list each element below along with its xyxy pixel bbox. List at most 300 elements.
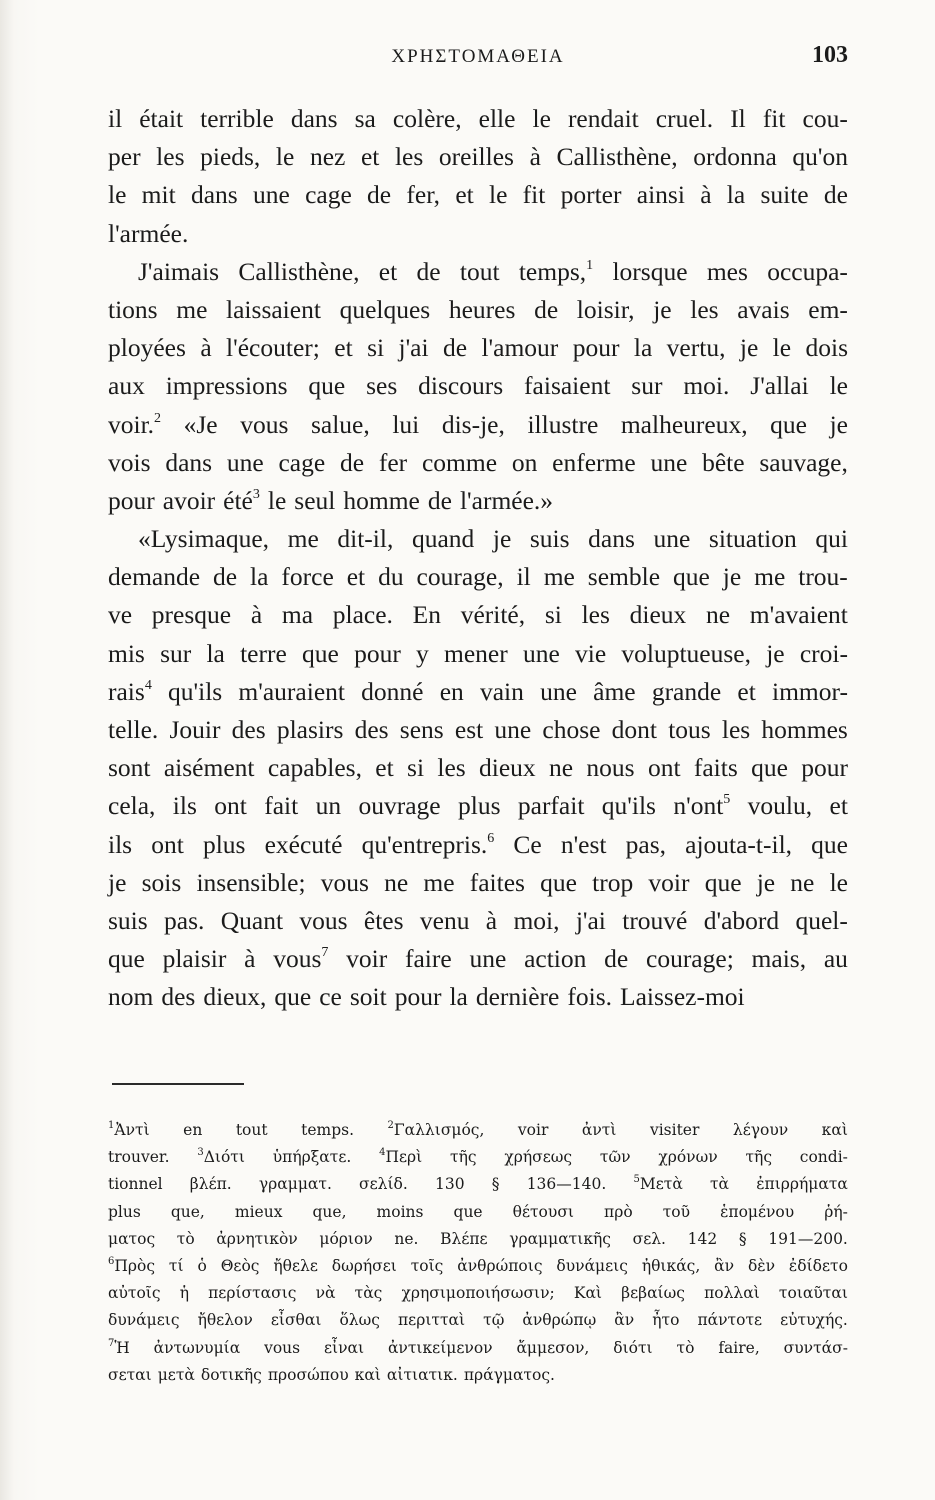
word: hommes (761, 715, 848, 744)
word: pour (354, 638, 401, 668)
text-line (108, 978, 848, 1016)
word: fait (264, 791, 299, 821)
text-line (108, 635, 848, 673)
word: je (653, 294, 672, 324)
word: l'amour (481, 333, 559, 363)
text-line (108, 367, 848, 405)
word: de (534, 294, 559, 324)
word: les (690, 294, 719, 324)
word: ajouta-t-il, (685, 829, 793, 859)
text-line (108, 215, 848, 253)
word: ὑπήρξατε. (272, 1148, 352, 1167)
word: vous$^7$ (273, 944, 329, 974)
word: fit (762, 104, 786, 133)
word: avoir (162, 485, 216, 515)
note-marker: 7 (321, 945, 329, 961)
word: des (161, 982, 196, 1012)
word: cage (278, 447, 326, 477)
footnotes (108, 1117, 848, 1389)
word: ματος (108, 1229, 156, 1248)
word: il (516, 562, 531, 592)
word: il (108, 104, 123, 133)
word: nez (309, 142, 346, 172)
footnote-line (108, 1280, 848, 1307)
word: ἦτο (652, 1311, 680, 1330)
word: cou- (802, 104, 848, 133)
word: au (823, 944, 848, 974)
word: tout (235, 1121, 268, 1139)
word: âme (593, 676, 636, 706)
word: le (275, 142, 295, 172)
word: vie (574, 638, 607, 668)
word: et (829, 791, 848, 821)
word: et (346, 562, 366, 592)
word: l'écouter; (226, 333, 320, 363)
word: dans (190, 180, 238, 210)
word: et (334, 333, 353, 363)
word: En (412, 600, 441, 630)
word: oreilles (438, 142, 514, 172)
word: fer (378, 447, 408, 477)
word: occupa- (767, 256, 848, 286)
word: § (738, 1229, 747, 1248)
word: χρησιμοποιήσωσιν; (401, 1284, 555, 1303)
word: place. (332, 600, 393, 630)
word: l'armée. (108, 218, 189, 248)
word: «Je (183, 409, 218, 439)
word: διότι (613, 1338, 653, 1357)
word: sont (108, 753, 151, 783)
word: vous (299, 905, 348, 935)
word: ἑπομένου (720, 1202, 795, 1221)
word: βεβαίως (621, 1284, 685, 1303)
word: illustre (527, 409, 599, 439)
word: que (811, 829, 848, 859)
word: que, (170, 1202, 205, 1221)
word: § (491, 1175, 500, 1194)
note-marker: 6 (487, 830, 495, 846)
text-line (108, 749, 848, 787)
text-line (108, 940, 848, 978)
word: voulu, (747, 791, 813, 821)
word: mener (444, 638, 508, 668)
word: fit (522, 180, 546, 210)
text-line (108, 864, 848, 902)
word: laissaient (226, 294, 321, 324)
word: $^2$Γαλλισμός, (387, 1120, 485, 1139)
word: demande (108, 562, 201, 592)
word: J'aimais (138, 256, 220, 286)
word: qu'on (792, 142, 848, 172)
word: vain (479, 676, 524, 706)
word: tous (668, 715, 711, 744)
word: à (700, 180, 712, 210)
text-line (108, 482, 848, 520)
word: en (183, 1121, 203, 1139)
word: βλέπ. (189, 1175, 232, 1194)
footnote-line (108, 1117, 848, 1144)
word: que (770, 409, 807, 439)
word: de (367, 180, 392, 210)
word: sur (160, 638, 192, 668)
word: la (633, 333, 653, 363)
word: un (315, 791, 342, 821)
word: m'avaient (749, 600, 848, 630)
word: que (308, 371, 346, 401)
note-marker: 6 (108, 1255, 115, 1267)
word: été$^3$ (223, 485, 260, 515)
word: parfait (517, 791, 585, 821)
word: τῷ (483, 1311, 505, 1330)
word: avais (737, 294, 790, 324)
word: εὐτυχής. (780, 1311, 848, 1330)
word: m'auraient (238, 676, 345, 706)
word: plus (202, 829, 246, 859)
word: semble (587, 562, 661, 592)
text-line (108, 444, 848, 482)
word: tout (459, 256, 500, 286)
word: Callisthène, (238, 256, 360, 286)
word: ne (790, 867, 815, 897)
word: tions (108, 294, 158, 324)
word: ἡ (179, 1284, 189, 1303)
word: voluptueuse, (621, 638, 751, 668)
word: qu'entrepris.$^6$ (361, 829, 495, 859)
note-marker: 7 (108, 1337, 115, 1349)
word: πάντοτε (697, 1311, 763, 1330)
word: ce (319, 982, 342, 1012)
word: grande (651, 676, 722, 706)
word: telle. (108, 715, 159, 744)
word: dieux (479, 753, 536, 783)
word: συντάσ- (783, 1338, 848, 1357)
word: suis (108, 905, 148, 935)
footnote-line (108, 1171, 848, 1198)
page-header (108, 42, 848, 78)
word: suis (529, 524, 570, 554)
text-line (108, 711, 848, 749)
word: plus (108, 1202, 141, 1221)
word: à (250, 600, 263, 630)
word: ἤθελον (197, 1311, 253, 1330)
word: ainsi (636, 180, 685, 210)
word: et (378, 256, 398, 286)
word: faire, (718, 1338, 760, 1357)
word: τὸ (176, 1229, 195, 1248)
word: Βλέπε (440, 1229, 488, 1248)
text-line (108, 176, 848, 214)
word: je (756, 867, 776, 897)
word: faisaient (524, 371, 611, 401)
word: trou- (798, 562, 848, 592)
word: ἀντὶ (581, 1121, 617, 1139)
word: j'ai (575, 905, 606, 935)
word: presque (151, 600, 232, 630)
main-text (108, 100, 848, 1017)
word: moi. (683, 371, 730, 401)
word: à (529, 142, 541, 172)
word: visiter (649, 1121, 700, 1139)
word: une (522, 638, 560, 668)
footnote-line (108, 1307, 848, 1334)
word: em- (808, 294, 848, 324)
word: temps,$^1$ (518, 256, 594, 286)
word: qui (815, 524, 848, 554)
word: salue, (310, 409, 370, 439)
word: moins (376, 1202, 424, 1221)
word: sauvage, (759, 447, 848, 477)
word: 142 (687, 1229, 718, 1248)
word: pour (801, 753, 848, 783)
word: de (442, 333, 468, 363)
word: donné (361, 676, 424, 706)
word: voir (648, 867, 690, 897)
note-marker: 3 (252, 486, 260, 502)
word: mis (108, 638, 145, 668)
word: πράγματος. (463, 1365, 555, 1384)
word: je (108, 867, 127, 897)
word: me (287, 524, 319, 554)
word: dernière (475, 982, 560, 1012)
word: Quant (220, 905, 284, 935)
word: trouvé (622, 905, 688, 935)
word: quel- (795, 905, 848, 935)
word: nom (108, 982, 154, 1012)
word: insensible; (196, 867, 306, 897)
word: pour (572, 333, 620, 363)
word: pas, (625, 829, 666, 859)
word: de (823, 180, 848, 210)
word: ils (108, 829, 133, 859)
word: ne. (394, 1229, 419, 1248)
footnote-line (108, 1253, 848, 1280)
word: σελ. (632, 1229, 666, 1248)
word: trouver. (108, 1148, 170, 1167)
word: νὰ (315, 1284, 336, 1303)
word: la (250, 562, 269, 592)
word: de (416, 256, 441, 286)
word: $^3$Διότι (197, 1147, 245, 1167)
word: εἶναι (324, 1338, 365, 1357)
word: αἰτιατικ. (386, 1365, 458, 1384)
word: que (751, 753, 788, 783)
word: de (340, 447, 365, 477)
word: dieux (629, 600, 687, 630)
word: quand (411, 524, 475, 554)
word: la (449, 982, 468, 1012)
word: γραμματ. (258, 1175, 332, 1194)
word: dans (588, 524, 635, 554)
word: elle (478, 104, 516, 133)
note-marker: 4 (144, 677, 152, 693)
word: lorsque (612, 256, 688, 286)
word: et (737, 676, 756, 706)
footnote-line (108, 1144, 848, 1171)
word: si (544, 600, 562, 630)
word: me (754, 562, 786, 592)
word: porter (560, 180, 622, 210)
word: une (494, 715, 532, 744)
word: je (492, 524, 512, 554)
text-line (108, 596, 848, 634)
word: dans (165, 447, 213, 477)
word: $^5$Μετὰ (633, 1174, 683, 1194)
footnote-line (108, 1362, 848, 1389)
word: une (469, 944, 507, 974)
word: suite (760, 180, 809, 210)
word: pas. (164, 905, 205, 935)
word: ἀντικείμενον (387, 1338, 493, 1357)
word: en (439, 676, 464, 706)
word: comme (421, 447, 498, 477)
word: action (524, 944, 587, 974)
word: de (604, 944, 629, 974)
word: dit-il, (337, 524, 394, 554)
word: faire (405, 944, 452, 974)
word: une (650, 447, 688, 477)
word: n'ont$^5$ (673, 791, 731, 821)
word: l'armée.» (459, 485, 554, 515)
word: que, (312, 1202, 347, 1221)
word: μόριον (319, 1229, 373, 1248)
word: lui (392, 409, 420, 439)
word: θέτουσι (512, 1202, 574, 1221)
word: faites (469, 867, 525, 897)
word: homme (343, 485, 420, 515)
footnote-separator (112, 1083, 244, 1085)
word: immor- (772, 676, 848, 706)
word: ne (384, 867, 409, 897)
note-marker: 2 (387, 1120, 394, 1131)
word: τί (168, 1256, 184, 1275)
word: vois (108, 447, 151, 477)
word: fois. (567, 982, 612, 1012)
word: que (108, 944, 145, 974)
word: ἀνθρώποις (457, 1256, 543, 1275)
text-line (108, 406, 848, 444)
word: λέγουν (732, 1121, 789, 1139)
word: 191—200. (768, 1229, 848, 1248)
word: 136—140. (526, 1175, 607, 1194)
word: chose (542, 715, 601, 744)
word: qu'ils (601, 791, 656, 821)
word: les (721, 715, 751, 744)
word: de (213, 562, 238, 592)
text-line (108, 520, 848, 558)
word: Καὶ (573, 1284, 602, 1303)
word: ἐπιρρήματα (756, 1175, 848, 1194)
word: les (156, 142, 185, 172)
running-title: ΧΡΗΣΤΟΜΑΘΕΙΑ (391, 46, 565, 67)
word: sens (399, 715, 444, 744)
word: ne (706, 600, 731, 630)
word: τοῖς (410, 1256, 444, 1275)
word: δὲν (747, 1256, 776, 1275)
text-line (108, 291, 848, 329)
word: que (274, 982, 312, 1012)
word: bête (702, 447, 745, 477)
word: ordonna (693, 142, 777, 172)
word: situation (708, 524, 797, 554)
word: mais, (751, 944, 807, 974)
word: σεται (108, 1365, 152, 1384)
word: d'abord (703, 905, 780, 935)
word: sois (141, 867, 182, 897)
word: Il (730, 104, 746, 133)
word: voir.$^2$ (108, 409, 162, 439)
word: temps. (301, 1121, 354, 1139)
word: vérité, (460, 600, 526, 630)
word: per (108, 142, 141, 172)
footnote-line (108, 1335, 848, 1362)
word: heures (448, 294, 516, 324)
word: δυνάμεις (556, 1256, 628, 1275)
word: vous (320, 867, 369, 897)
word: ῥή- (824, 1202, 848, 1221)
word: quelques (339, 294, 431, 324)
word: des (354, 715, 389, 744)
word: et (375, 753, 394, 783)
note-marker: 1 (108, 1120, 115, 1131)
note-marker: 5 (723, 792, 731, 808)
word: 130 (435, 1175, 465, 1194)
word: μετὰ (157, 1365, 195, 1384)
word: γραμματικῆς (509, 1229, 611, 1248)
word: τῆς (450, 1148, 477, 1167)
word: plus (457, 791, 501, 821)
word: à (485, 905, 498, 935)
word: me (423, 867, 455, 897)
word: voir (346, 944, 388, 974)
page-number: 103 (812, 42, 848, 68)
word: τῆς (745, 1148, 772, 1167)
word: que (672, 562, 710, 592)
word: me (176, 294, 208, 324)
word: πρὸ (604, 1202, 633, 1221)
word: la (726, 180, 746, 210)
word: περίστασις (208, 1284, 297, 1303)
word: χρήσεως (504, 1148, 573, 1167)
word: τὰς (354, 1284, 383, 1303)
word: discours (418, 371, 504, 401)
word: ἂν (714, 1256, 735, 1275)
word: force (281, 562, 334, 592)
word: πολλαὶ (704, 1284, 760, 1303)
word: me (543, 562, 575, 592)
word: qu'ils (168, 676, 223, 706)
word: «Lysimaque, (138, 524, 270, 554)
word: ἠθικάς, (641, 1256, 701, 1275)
word: ouvrage (358, 791, 441, 821)
word: on (511, 447, 538, 477)
word: pieds, (200, 142, 261, 172)
word: dont (611, 715, 658, 744)
word: αὐτοῖς (108, 1284, 161, 1303)
word: Callisthène, (556, 142, 678, 172)
word: terre (240, 638, 287, 668)
word: vous (240, 409, 289, 439)
word: je (766, 638, 785, 668)
word: dis-je, (441, 409, 505, 439)
word: aisément (163, 753, 255, 783)
word: vous (264, 1338, 301, 1357)
text-line (108, 253, 848, 291)
word: $^4$Περὶ (379, 1147, 423, 1167)
word: Jouir (169, 715, 221, 744)
word: $^7$Ἡ (108, 1337, 130, 1357)
word: fer, (406, 180, 441, 210)
text-line (108, 673, 848, 711)
